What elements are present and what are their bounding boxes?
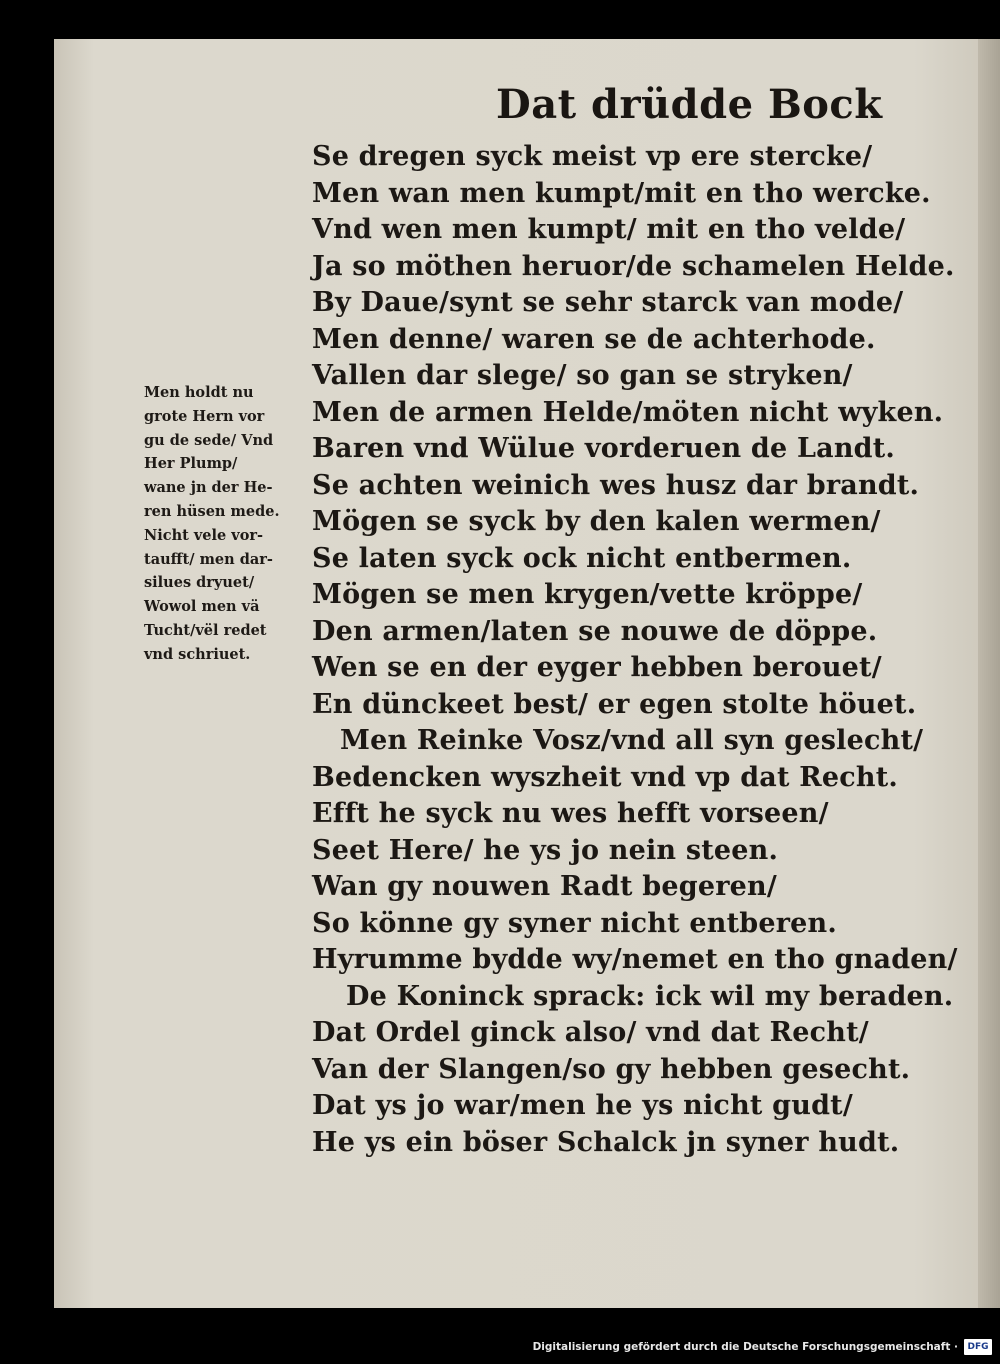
verse-line: Men de armen Helde/möten nicht wyken. <box>312 396 944 428</box>
funding-credit: Digitalisierung gefördert durch die Deutsche Forschungsgemeinschaft · <box>532 1341 958 1353</box>
gloss-line: ren hüsen mede. <box>144 502 280 520</box>
scan-footer <box>0 1308 1000 1364</box>
gloss-line: Tucht/vël redet <box>144 621 267 639</box>
verse-line: Mögen se syck by den kalen wermen/ <box>312 506 881 537</box>
running-head: Dat drüdde Bock <box>496 81 883 128</box>
verse-line: Vallen dar slege/ so gan se stryken/ <box>312 360 853 391</box>
verse-line: Se achten weinich wes husz dar brandt. <box>312 469 920 501</box>
verse-line: Men Reinke Vosz/vnd all syn geslecht/ <box>340 725 924 756</box>
gloss-line: taufft/ men dar- <box>144 550 273 568</box>
verse-line: Ja so möthen heruor/de schamelen Helde. <box>312 250 955 282</box>
book-page <box>54 39 1000 1308</box>
verse-line: So könne gy syner nicht entberen. <box>312 907 837 939</box>
verse-line: Men denne/ waren se de achterhode. <box>312 323 876 355</box>
gloss-line: grote Hern vor <box>144 407 265 425</box>
gloss-line: silues dryuet/ <box>144 574 255 592</box>
verse-line: Baren vnd Wülue vorderuen de Landt. <box>312 433 896 464</box>
gloss-line: vnd schriuet. <box>144 645 251 663</box>
verse-line: Wan gy nouwen Radt begeren/ <box>312 871 777 902</box>
verse-line: En dünckeet best/ er egen stolte höuet. <box>312 688 917 720</box>
verse-line: De Koninck sprack: ick wil my beraden. <box>346 980 954 1012</box>
verse-line: Den armen/laten se nouwe de döppe. <box>312 615 878 647</box>
gloss-line: gu de sede/ Vnd <box>144 431 274 449</box>
margin-gloss <box>144 381 319 667</box>
verse-line: Dat ys jo war/men he ys nicht gudt/ <box>312 1090 853 1121</box>
verse-line: Wen se en der eyger hebben berouet/ <box>312 652 882 683</box>
verse-line: Dat Ordel ginck also/ vnd dat Recht/ <box>312 1017 869 1048</box>
verse-line: Bedencken wyszheit vnd vp dat Recht. <box>312 761 899 793</box>
verse-line: Seet Here/ he ys jo nein steen. <box>312 834 779 866</box>
verse-line: By Daue/synt se sehr starck van mode/ <box>312 287 904 318</box>
verse-line: Se dregen syck meist vp ere stercke/ <box>312 141 873 172</box>
verse-line: Men wan men kumpt/mit en tho wercke. <box>312 177 931 209</box>
verse-line: Hyrumme bydde wy/nemet en tho gnaden/ <box>312 944 958 975</box>
gloss-line: Her Plump/ <box>144 455 238 473</box>
verse-line: He ys ein böser Schalck jn syner hudt. <box>312 1126 900 1158</box>
gloss-line: Wowol men vä <box>144 598 260 616</box>
gloss-line: Nicht vele vor- <box>144 526 264 544</box>
dfg-logo[interactable]: DFG <box>964 1339 992 1355</box>
verse-line: Efft he syck nu wes hefft vorseen/ <box>312 798 829 829</box>
verse-line: Van der Slangen/so gy hebben gesecht. <box>312 1053 911 1085</box>
verse-line: Se laten syck ock nicht entbermen. <box>312 542 852 574</box>
verse-line: Mögen se men krygen/vette kröppe/ <box>312 579 863 610</box>
gloss-line: wane jn der He- <box>144 479 273 497</box>
gloss-line: Men holdt nu <box>144 384 254 401</box>
verse-column <box>312 139 992 1161</box>
verse-line: Vnd wen men kumpt/ mit en tho velde/ <box>312 214 906 245</box>
